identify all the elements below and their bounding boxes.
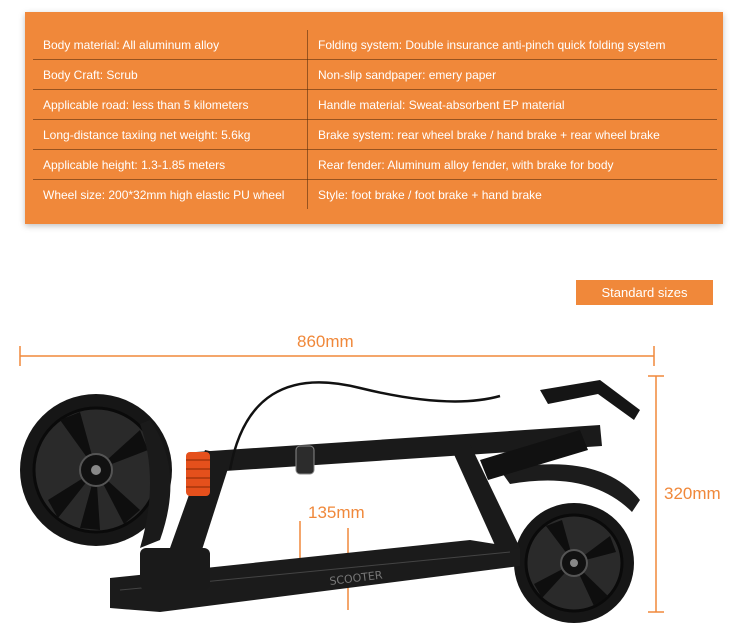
spec-left-cell: Applicable height: 1.3-1.85 meters xyxy=(33,150,308,180)
standard-sizes-badge: Standard sizes xyxy=(576,280,713,305)
height-dimension-line xyxy=(648,376,664,612)
spec-left-cell: Long-distance taxiing net weight: 5.6kg xyxy=(33,120,308,150)
deck-brand-text: SCOOTER xyxy=(328,568,384,588)
clearance-dimension-label: 135mm xyxy=(308,503,365,522)
spec-left-cell: Applicable road: less than 5 kilometers xyxy=(33,90,308,120)
front-wheel xyxy=(514,503,634,623)
spec-right-cell: Folding system: Double insurance anti-pinch quick folding system xyxy=(308,30,718,60)
spec-right-cell: Handle material: Sweat-absorbent EP material xyxy=(308,90,718,120)
spec-right-cell: Rear fender: Aluminum alloy fender, with brake for body xyxy=(308,150,718,180)
spec-right-cell: Non-slip sandpaper: emery paper xyxy=(308,60,718,90)
spec-left-cell: Body material: All aluminum alloy xyxy=(33,30,308,60)
brake-lever xyxy=(540,380,640,420)
spec-left-cell: Wheel size: 200*32mm high elastic PU wheel xyxy=(33,180,308,210)
suspension-spring xyxy=(186,452,210,496)
spec-left-cell: Body Craft: Scrub xyxy=(33,60,308,90)
height-dimension-label: 320mm xyxy=(664,484,721,503)
length-dimension-label: 860mm xyxy=(297,332,354,351)
folding-clamp xyxy=(296,446,314,474)
spec-right-cell: Style: foot brake / foot brake + hand brake xyxy=(318,187,542,202)
spec-right-cell: Brake system: rear wheel brake / hand brake + rear wheel brake xyxy=(308,120,718,150)
